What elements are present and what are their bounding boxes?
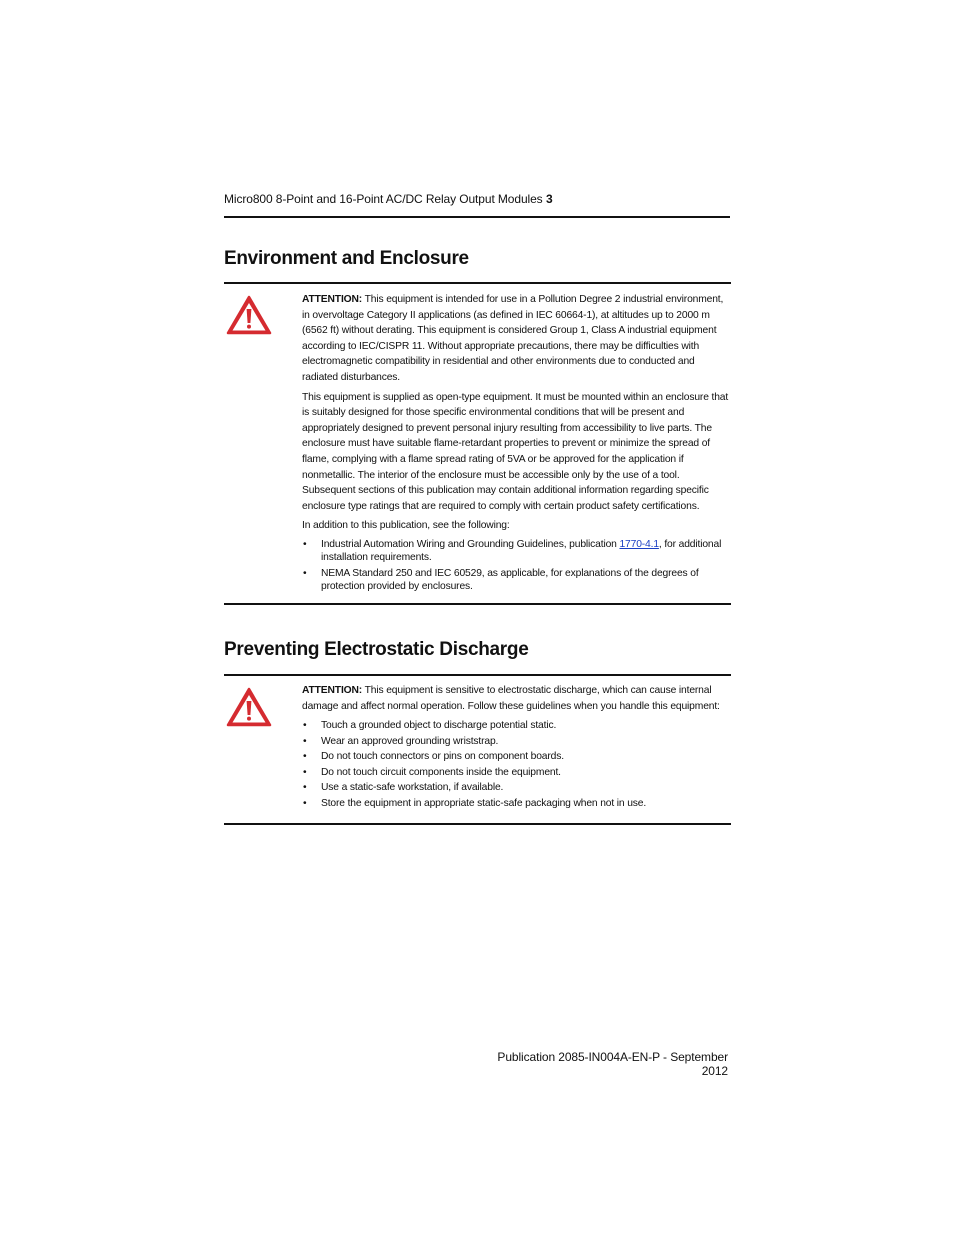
attention-label: ATTENTION: [302,685,363,696]
header-title: Micro800 8-Point and 16-Point AC/DC Relay Output Modules [224,192,543,206]
reference-list [302,538,730,594]
paragraph-text: This equipment is intended for use in a Pollution Degree 2 industrial environment, in overvoltage Category II applications (as defined in IEC 60664-1), at altitudes up to 2000 m (6562 ft) without derating. This equipment is considered Group 1, Class A industrial equipment according to IEC/CISPR 11. Without appropriate precautions, there may be difficulties with electromagnetic compatibility in residential and other environments due to conducted and radiated disturbances. [302,294,724,383]
list-item: • Touch a grounded object to discharge potential static. [302,718,730,734]
paragraph-text: This equipment is sensitive to electrostatic discharge, which can cause internal damage and affect normal operation. Follow these guidelines when you handle this equipment: [302,685,720,712]
section-rule-top [224,674,731,676]
list-item [302,538,730,565]
attention-paragraph-1 [302,683,730,714]
attention-label: ATTENTION: [302,294,363,305]
attention-paragraph-1 [302,292,730,386]
section-rule-top [224,282,731,284]
page-number: 3 [546,192,553,206]
publication-footer: Publication 2085-IN004A-EN-P - September 2012 [497,1050,728,1078]
list-item-text: , for additional installation requirements. [321,538,722,564]
section-title-environment: Environment and Enclosure [224,248,469,269]
warning-triangle-icon [226,686,272,728]
attention-paragraph-2: This equipment is supplied as open-type equipment. It must be mounted within an enclosure that is suitably designed for those specific environmental conditions that will be present and appropriately designed to prevent personal injury resulting from accessibility to live parts. The enclosure must have suitable flame-retardant properties to prevent or minimize the spread of flame, complying with a flame spread rating of 5VA or be approved for the application if nonmetallic. The interior of the enclosure must be accessible only by the use of a tool. Subsequent sections of this publication may contain additional information regarding specific enclosure type ratings that are required to comply with certain product safety certifications. [302,391,729,512]
attention-paragraph-3: In addition to this publication, see the following: [302,520,510,532]
guidelines-list [302,718,730,811]
list-item: • Wear an approved grounding wriststrap. [302,734,730,750]
list-item: • NEMA Standard 250 and IEC 60529, as applicable, for explanations of the degrees of protection provided by enclosures. [302,567,730,594]
section-title-esd: Preventing Electrostatic Discharge [224,639,529,660]
list-item: • Use a static-safe workstation, if available. [302,780,730,796]
list-item-text: Industrial Automation Wiring and Grounding Guidelines, publication [321,538,620,550]
attention-block-environment [302,292,730,596]
list-item: • Do not touch connectors or pins on component boards. [302,749,730,765]
list-item: • Do not touch circuit components inside the equipment. [302,765,730,781]
attention-block-esd [302,683,730,811]
section-rule-bottom [224,823,731,825]
warning-triangle-icon [226,294,272,336]
section-rule-bottom [224,603,731,605]
list-item: • Store the equipment in appropriate static-safe packaging when not in use. [302,796,730,812]
publication-link[interactable]: 1770-4.1 [619,538,659,550]
running-header [224,192,730,218]
